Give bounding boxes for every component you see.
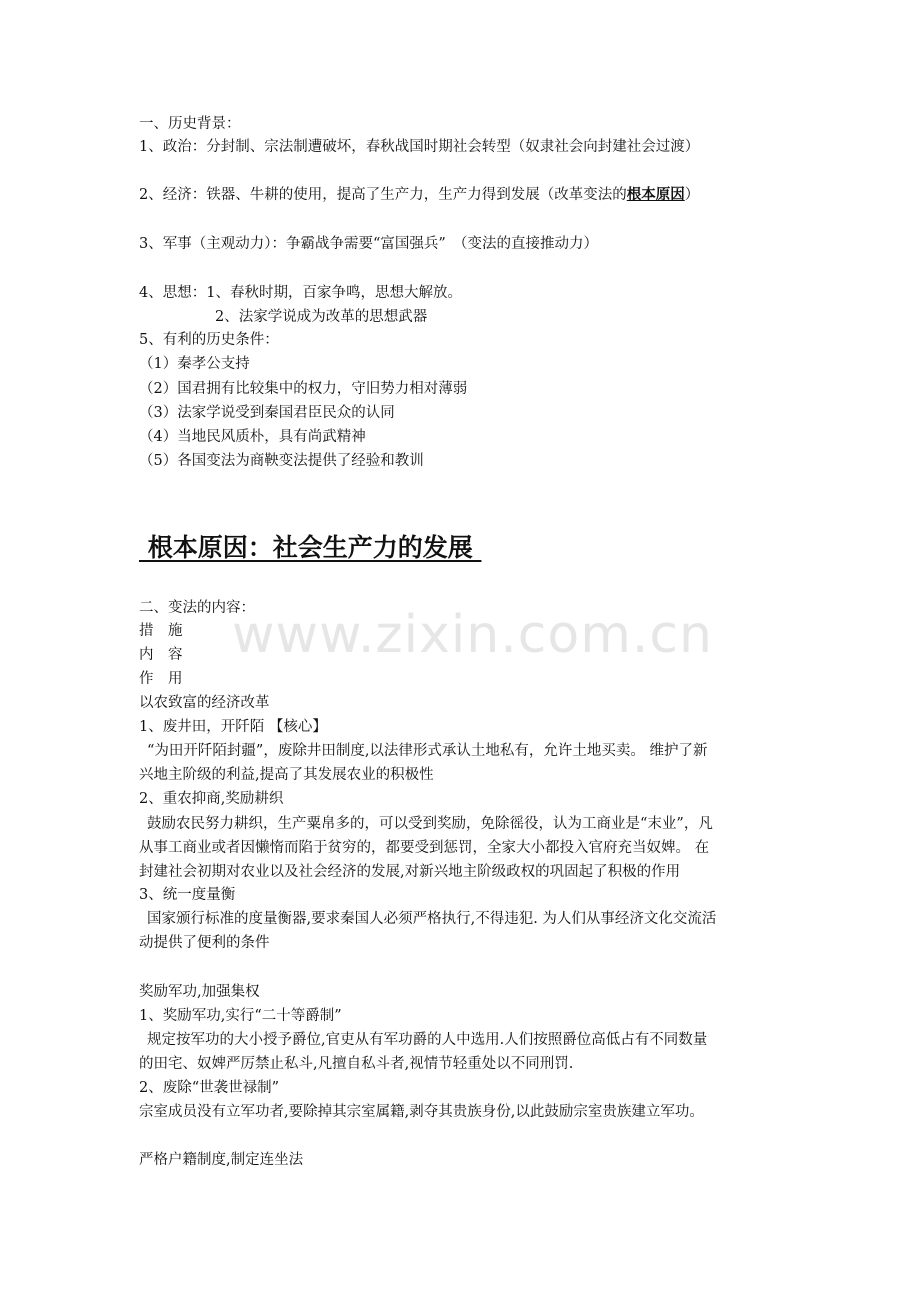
item3-text: 国家颁行标准的度量衡器,要求秦国人必须严格执行,不得违犯. 为人们从事经济文化交流活 [147,911,717,927]
economy-line [139,184,789,206]
section-title-content: 二、变法的内容： [139,600,255,616]
root-cause-heading: 根本原因：社会生产力的发展 [139,533,482,562]
item3-title: 3、统一度量衡 [139,887,236,903]
economy-prefix: 2、经济：铁器、牛耕的使用，提高了生产力，生产力得到发展（改革变法的 [139,187,627,203]
conditions-title: 5、有利的历史条件： [139,332,279,348]
item2-text: 封建社会初期对农业以及社会经济的发展,对新兴地主阶级政权的巩固起了积极的作用 [139,864,681,880]
item2-title: 2、重农抑商,奖励耕织 [139,791,284,807]
item1-text: 兴地主阶级的利益,提高了其发展农业的积极性 [139,767,434,783]
condition-item: （2）国君拥有比较集中的权力，守旧势力相对薄弱 [139,381,468,397]
item3-text: 动提供了便利的条件 [139,935,270,951]
politics-line: 1、政治：分封制、宗法制遭破坏，春秋战国时期社会转型（奴隶社会向封建社会过渡） [139,139,700,155]
condition-item: （4）当地民风质朴，具有尚武精神 [139,429,366,445]
column-effect: 作 用 [139,671,183,687]
item1-text: “为田开阡陌封疆”，废除井田制度,以法律形式承认土地私有，允许土地买卖。 维护了新 [147,743,708,759]
column-measures: 措 施 [139,623,183,639]
military-item2-text: 宗室成员没有立军功者,要除掉其宗室属籍,剥夺其贵族身份,以此鼓励宗室贵族建立军功。 [139,1104,704,1120]
household-registration-title: 严格户籍制度,制定连坐法 [139,1152,304,1168]
item1-title: 1、废井田，开阡陌 【核心】 [139,719,327,735]
thought-line-1: 4、思想：1、春秋时期，百家争鸣，思想大解放。 [139,285,462,301]
column-content: 内 容 [139,647,183,663]
root-cause-emphasis: 根本原因 [626,186,685,203]
economy-suffix: ） [684,187,700,203]
thought-line-2: 2、法家学说成为改革的思想武器 [215,309,428,325]
military-reform-title: 奖励军功,加强集权 [139,984,260,1000]
watermark: www.zixin.com.cn [232,605,713,665]
condition-item: （5）各国变法为商鞅变法提供了经验和教训 [139,453,424,469]
economic-reform-title: 以农致富的经济改革 [139,695,270,711]
condition-item: （1）秦孝公支持 [139,356,250,372]
military-item1-text: 的田宅、奴婢严厉禁止私斗,凡擅自私斗者,视情节轻重处以不同刑罚. [139,1056,574,1072]
military-item2-title: 2、废除“世袭世禄制” [139,1080,280,1096]
military-item1-text: 规定按军功的大小授予爵位,官吏从有军功爵的人中选用.人们按照爵位高低占有不同数量 [147,1032,708,1048]
section-title-background: 一、历史背景： [139,116,241,132]
military-line: 3、军事（主观动力）：争霸战争需要“富国强兵” （变法的直接推动力） [139,236,599,252]
condition-item: （3）法家学说受到秦国君臣民众的认同 [139,405,395,421]
military-item1-title: 1、奖励军功,实行“二十等爵制” [139,1008,342,1024]
item2-text: 从事工商业或者因懒惰而陷于贫穷的，都要受到惩罚，全家大小都投入官府充当奴婢。 在 [139,840,710,856]
item2-text: 鼓励农民努力耕织，生产粟帛多的，可以受到奖励，免除徭役，认为工商业是“末业”，凡 [147,816,713,832]
